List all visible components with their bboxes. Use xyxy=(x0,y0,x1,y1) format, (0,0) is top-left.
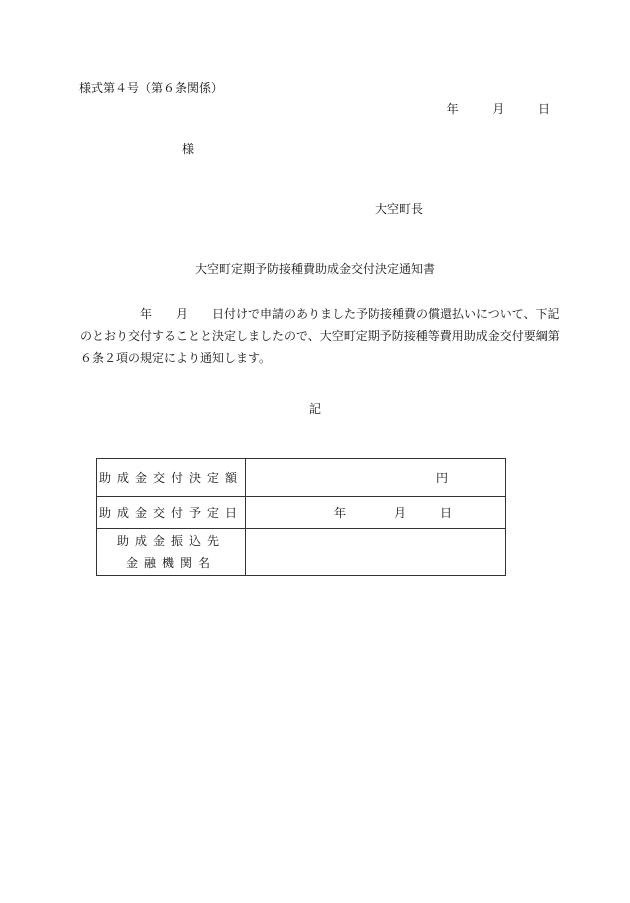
body-line-2: のとおり交付することと決定しましたので、大空町定期予防接種等費用助成金交付要綱第 xyxy=(80,329,560,343)
body-line-1: 年 月 日付けで申請のありました予防接種費の償還払いについて、下記 xyxy=(80,307,560,321)
scheduled-date-value xyxy=(246,497,506,529)
form-number-label: 様式第４号（第６条関係） xyxy=(79,81,224,95)
bank-label-line2: 金融機関名 xyxy=(125,556,216,570)
table-row xyxy=(97,529,506,576)
date-year-label: 年 xyxy=(446,102,459,116)
document-title: 大空町定期予防接種費助成金交付決定通知書 xyxy=(194,262,435,276)
decision-amount-value xyxy=(246,459,506,497)
table-row xyxy=(97,459,506,497)
sender-mayor: 大空町長 xyxy=(375,202,424,216)
body-line-3: ６条２項の規定により通知します。 xyxy=(80,351,272,365)
date-day-label: 日 xyxy=(537,102,550,116)
sched-year-label: 年 xyxy=(334,506,347,520)
decision-amount-label: 助成金交付決定額 xyxy=(97,459,246,497)
bank-value xyxy=(246,529,506,576)
yen-unit: 円 xyxy=(435,471,448,485)
notice-body xyxy=(80,303,560,369)
grant-info-table xyxy=(96,458,506,576)
issue-date xyxy=(447,103,550,115)
date-month-label: 月 xyxy=(492,102,505,116)
sched-month-label: 月 xyxy=(394,506,407,520)
bank-label xyxy=(97,529,246,576)
table-row xyxy=(97,497,506,529)
ki-heading: 記 xyxy=(308,402,321,416)
sched-day-label: 日 xyxy=(440,506,453,520)
scheduled-date-label: 助成金交付予定日 xyxy=(97,497,246,529)
addressee-honorific: 様 xyxy=(182,142,195,156)
bank-label-line1: 助成金振込先 xyxy=(116,534,225,548)
